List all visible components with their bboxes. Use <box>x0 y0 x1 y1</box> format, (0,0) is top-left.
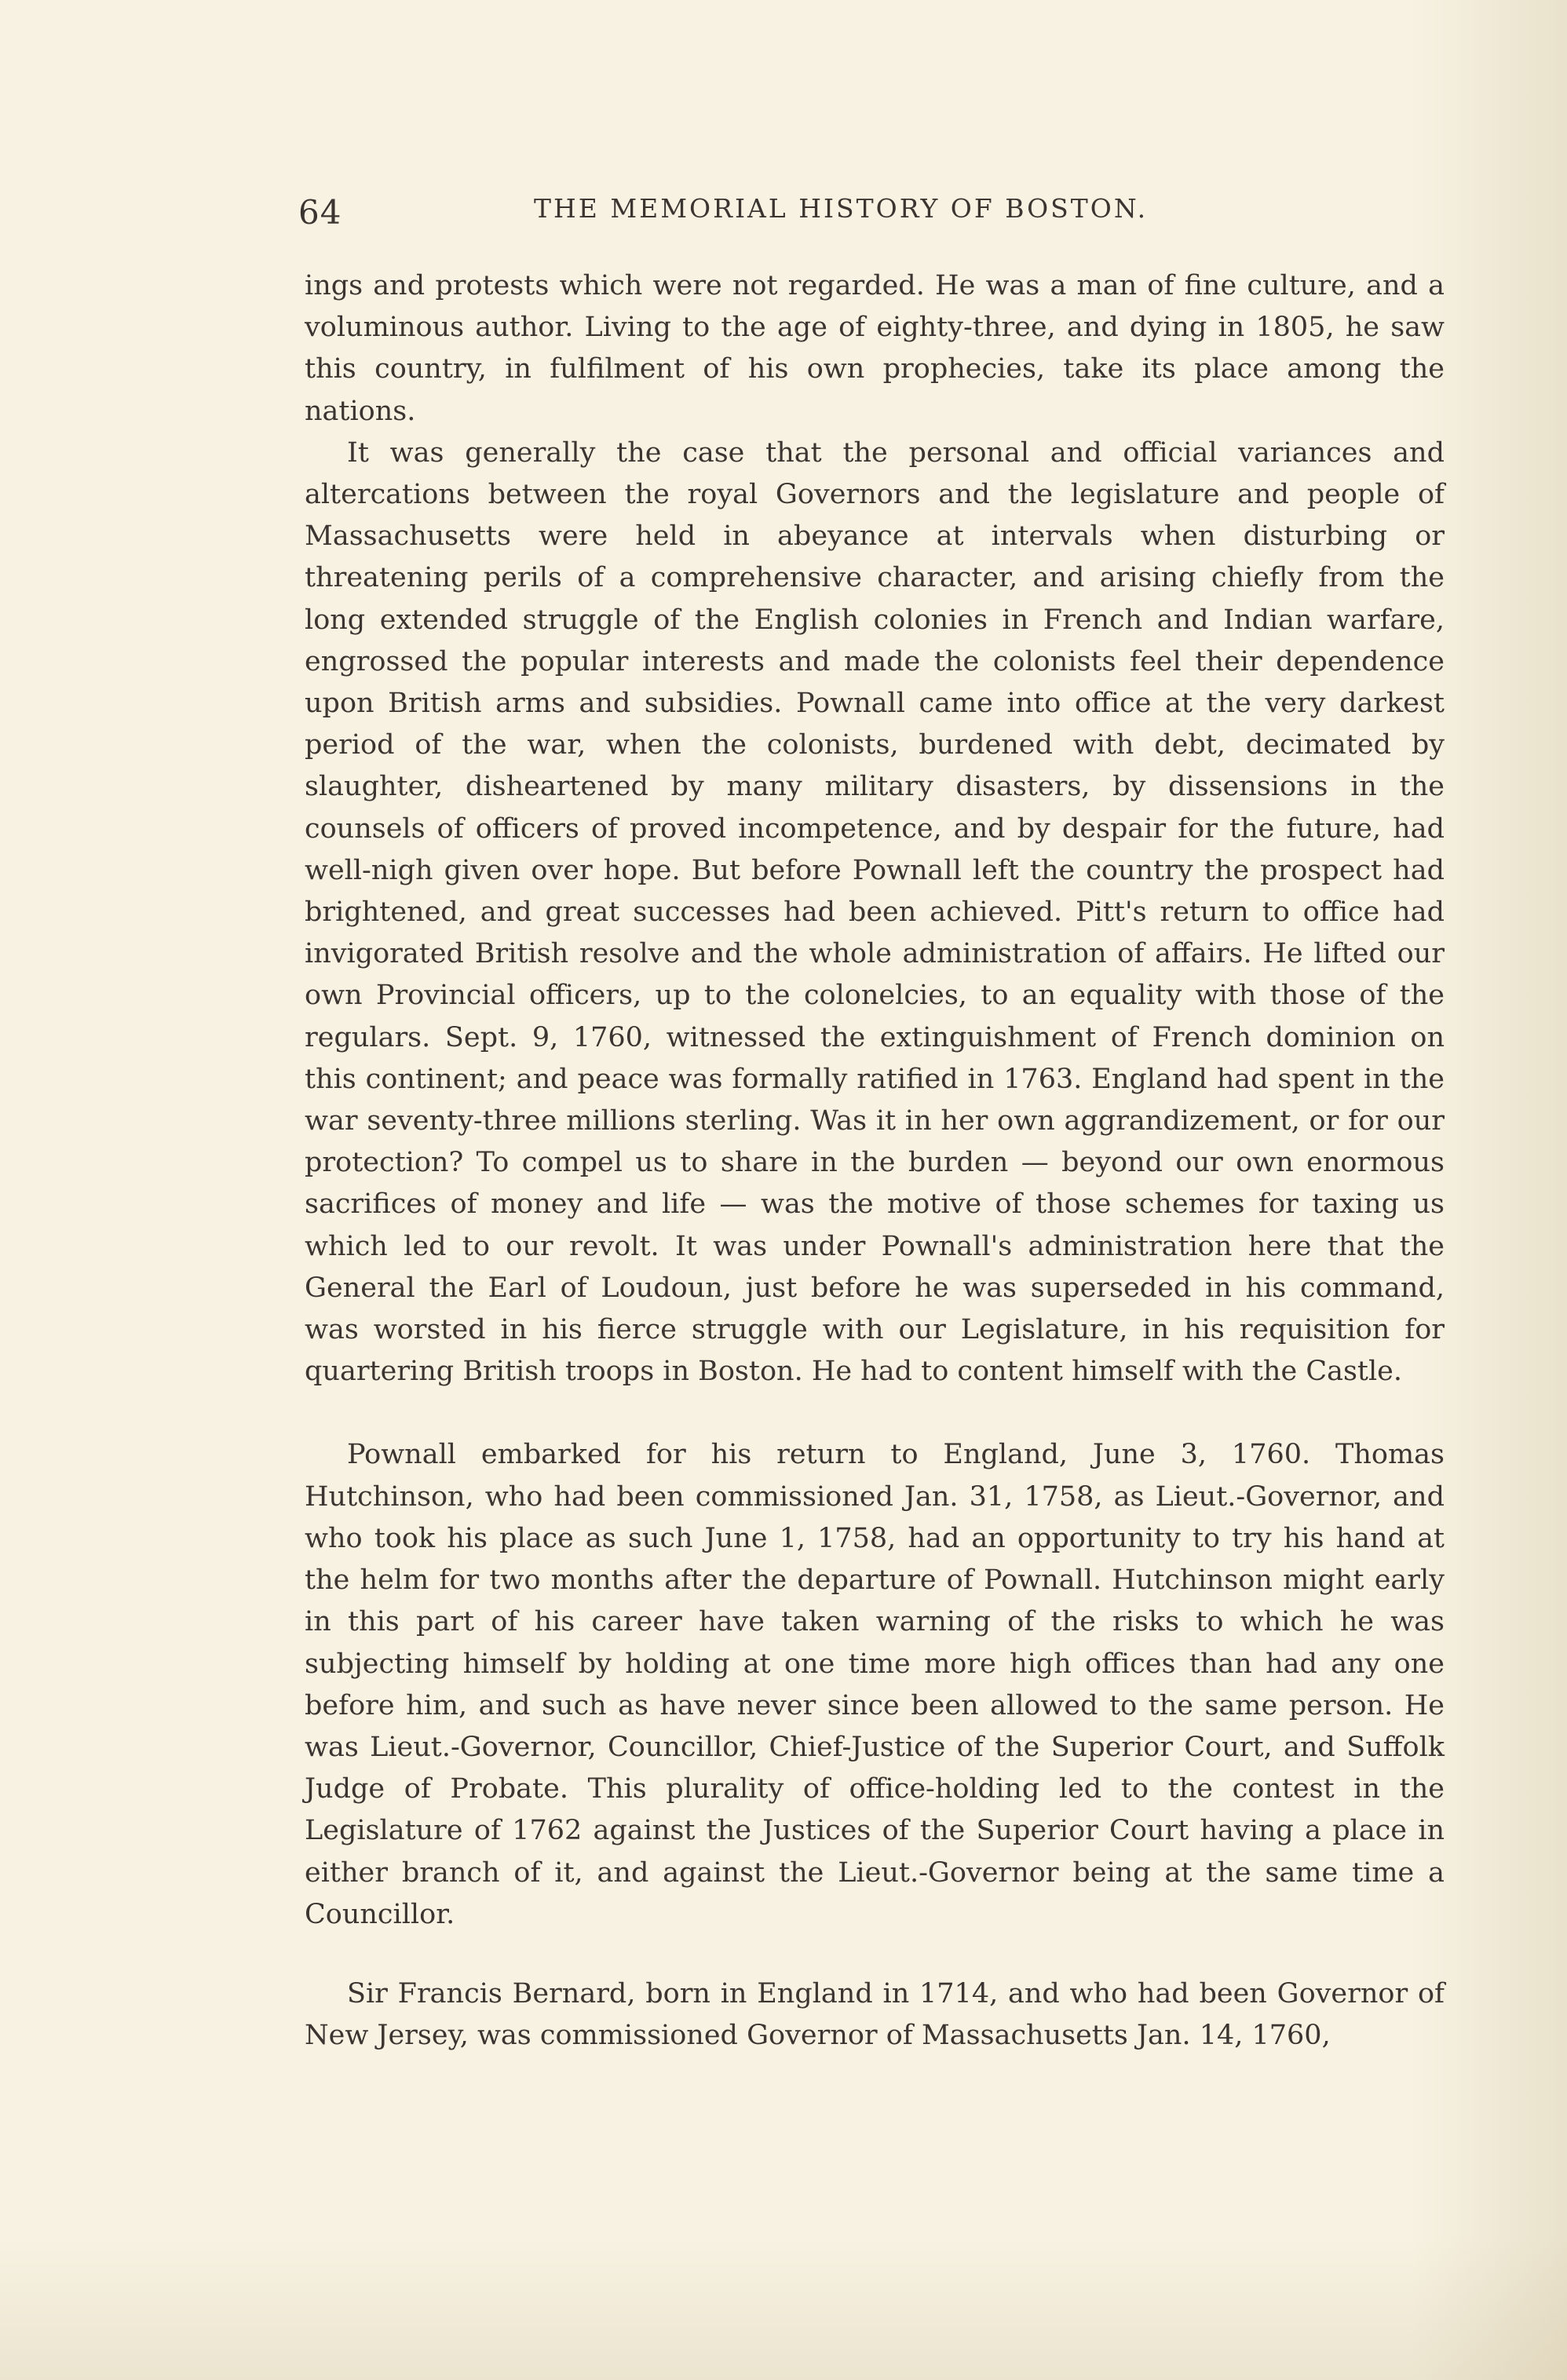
page-header <box>298 188 1445 235</box>
paragraph-governors-variances: It was generally the case that the personal and official variances and altercations between the royal Governors and the legislature and people of Massachusetts were held in abeyance at intervals when disturbing or threatening perils of a comprehensive character, and arising chiefly from the long extended struggle of the English colonies in French and Indian warfare, engrossed the popular interests and made the colonists feel their dependence upon British arms and subsidies. Pownall came into office at the very darkest period of the war, when the colonists, burdened with debt, decimated by slaughter, disheartened by many military disasters, by dissensions in the counsels of officers of proved incompetence, and by despair for the future, had well-nigh given over hope. But before Pownall left the country the prospect had brightened, and great successes had been achieved. Pitt's return to office had invigorated British resolve and the whole administration of affairs. He lifted our own Provincial officers, up to the colonelcies, to an equality with those of the regulars. Sept. 9, 1760, witnessed the extinguishment of French dominion on this continent; and peace was formally ratified in 1763. England had spent in the war seventy-three millions sterling. Was it in her own aggrandizement, or for our protection? To compel us to share in the burden — beyond our own enormous sacrifices of money and life — was the motive of those schemes for taxing us which led to our revolt. It was under Pownall's administration here that the General the Earl of Loudoun, just before he was superseded in his command, was worsted in his fierce struggle with our Legislature, in his requisition for quartering British troops in Boston. He had to content himself with the Castle. <box>305 436 1445 1388</box>
page-number: 64 <box>298 193 342 232</box>
paragraph-continued: ings and protests which were not regarded. He was a man of fine culture, and a voluminous author. Living to the age of eighty-three, and dying in 1805, he saw this country, in fulfilment of his own prophecies, take its place among the nations. <box>305 270 1445 427</box>
running-title: THE MEMORIAL HISTORY OF BOSTON. <box>534 193 1149 224</box>
paragraph-pownall-departure: Pownall embarked for his return to England, June 3, 1760. Thomas Hutchinson, who had been commissioned Jan. 31, 1758, as Lieut.-Governor, and who took his place as such June 1, 1758, had an opportunity to try his hand at the helm for two months after the departure of Pownall. Hutchinson might early in this part of his career have taken warning of the risks to which he was subjecting himself by holding at one time more high offices than had any one before him, and such as have never since been allowed to the same person. He was Lieut.-Governor, Councillor, Chief-Justice of the Superior Court, and Suffolk Judge of Probate. This plurality of office-holding led to the contest in the Legislature of 1762 against the Justices of the Superior Court having a place in either branch of it, and against the Lieut.-Governor being at the same time a Councillor. <box>305 1439 1445 1930</box>
paragraph-bernard: Sir Francis Bernard, born in England in 1714, and who had been Governor of New Jersey, was commissioned Governor of Massachusetts Jan. 14, 1760, <box>305 1977 1445 2052</box>
body-text <box>305 265 1445 2057</box>
